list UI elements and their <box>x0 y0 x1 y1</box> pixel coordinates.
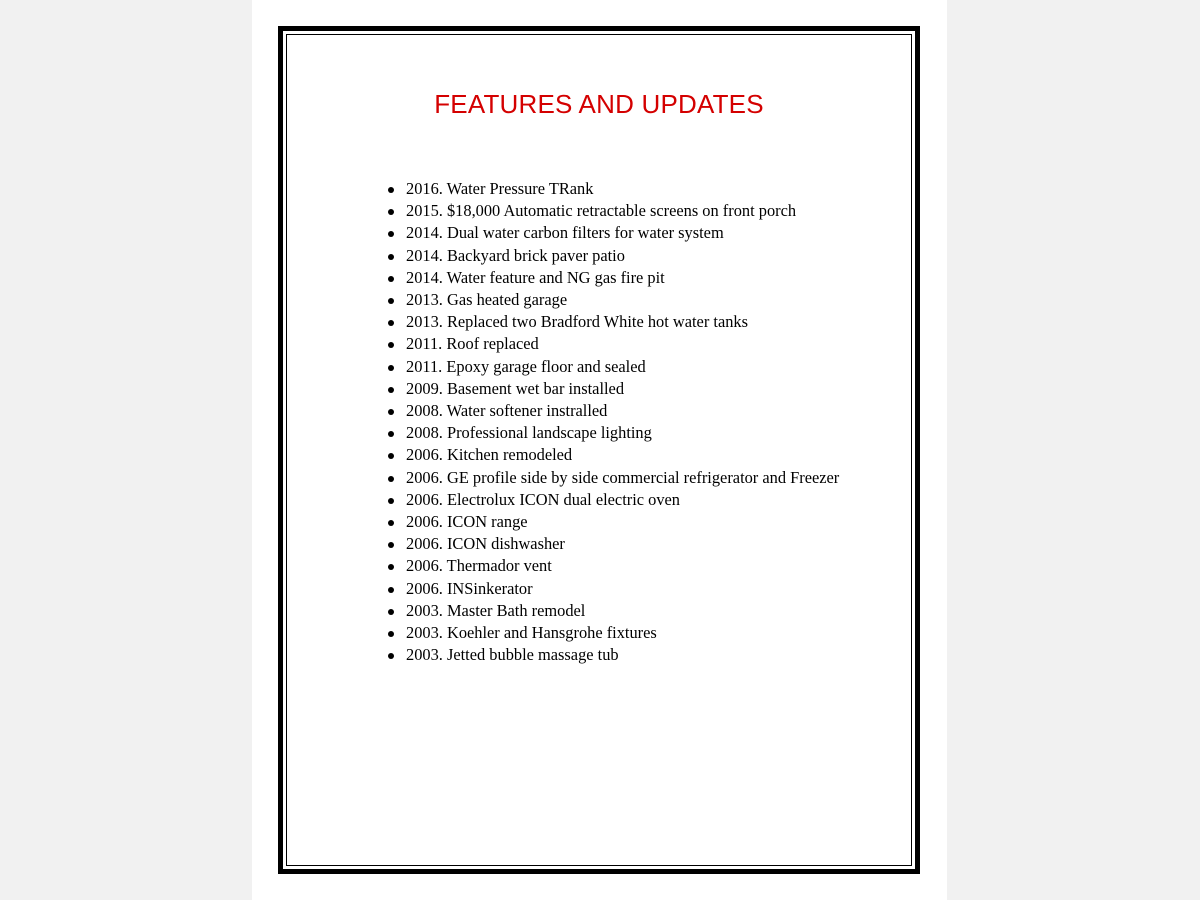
list-item: 2006. GE profile side by side commercial refrigerator and Freezer <box>406 467 876 489</box>
list-item: 2003. Koehler and Hansgrohe fixtures <box>406 622 876 644</box>
bullet-icon <box>388 387 394 393</box>
bullet-icon <box>388 520 394 526</box>
list-item: 2013. Gas heated garage <box>406 289 876 311</box>
feature-list <box>406 178 876 666</box>
list-item: 2015. $18,000 Automatic retractable screens on front porch <box>406 200 876 222</box>
list-item: 2014. Backyard brick paver patio <box>406 245 876 267</box>
list-item: 2011. Roof replaced <box>406 333 876 355</box>
document-page <box>252 0 947 900</box>
list-item: 2009. Basement wet bar installed <box>406 378 876 400</box>
list-item: 2006. ICON dishwasher <box>406 533 876 555</box>
list-item: 2006. Thermador vent <box>406 555 876 577</box>
page-title: FEATURES AND UPDATES <box>434 89 764 119</box>
list-item: 2006. ICON range <box>406 511 876 533</box>
list-item: 2006. INSinkerator <box>406 578 876 600</box>
bullet-icon <box>388 609 394 615</box>
list-item: 2014. Water feature and NG gas fire pit <box>406 267 876 289</box>
page-border <box>278 26 920 874</box>
list-item: 2003. Master Bath remodel <box>406 600 876 622</box>
list-item: 2003. Jetted bubble massage tub <box>406 644 876 666</box>
bullet-icon <box>388 276 394 282</box>
list-item: 2011. Epoxy garage floor and sealed <box>406 356 876 378</box>
bullet-icon <box>388 254 394 260</box>
list-item: 2016. Water Pressure TRank <box>406 178 876 200</box>
list-item: 2006. Kitchen remodeled <box>406 444 876 466</box>
list-item: 2013. Replaced two Bradford White hot water tanks <box>406 311 876 333</box>
list-item: 2008. Water softener instralled <box>406 400 876 422</box>
list-item: 2008. Professional landscape lighting <box>406 422 876 444</box>
list-item: 2014. Dual water carbon filters for water system <box>406 222 876 244</box>
bullet-icon <box>388 587 394 593</box>
bullet-icon <box>388 409 394 415</box>
bullet-icon <box>388 298 394 304</box>
bullet-icon <box>388 476 394 482</box>
bullet-icon <box>388 498 394 504</box>
list-item: 2006. Electrolux ICON dual electric oven <box>406 489 876 511</box>
bullet-icon <box>388 187 394 193</box>
bullet-icon <box>388 365 394 371</box>
